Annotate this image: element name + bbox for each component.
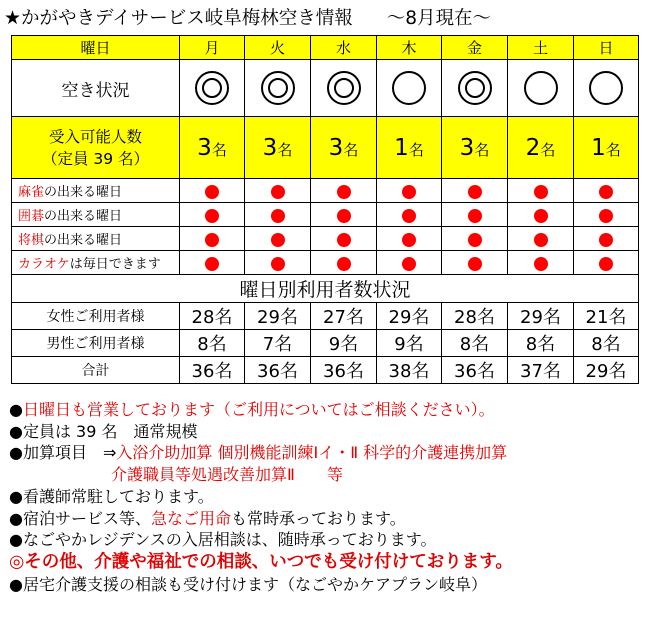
note-text: 看護師常駐しております。 [22,486,214,506]
usage-label: 合計 [12,357,180,384]
activity-cell [574,179,639,203]
star-icon: ★ [4,7,22,29]
activity-cell [311,251,377,275]
outer-ring [459,72,491,104]
usage-value: 8名 [180,330,245,357]
activity-cell [180,227,245,251]
note-emphasis: 急なご用命 [150,508,231,528]
activity-cell [311,227,377,251]
red-dot-icon [599,209,613,223]
inner-ring [269,79,287,97]
usage-label: 女性ご利用者様 [12,303,180,330]
red-dot-icon [337,185,351,199]
page-title [4,4,491,30]
usage-value: 27名 [311,303,377,330]
day-sat: 土 [508,36,574,60]
availability-mark [311,60,377,117]
red-dot-icon [205,185,219,199]
note-text: 日曜日も営業しております（ご利用についてはご相談ください）。 [22,400,495,419]
availability-label: 空き状況 [12,60,180,117]
capacity-count: 3 [328,134,344,161]
outer-ring [196,72,228,104]
usage-row-total [12,357,639,384]
title-text: かがやきデイサービス岐阜梅林空き情報 [21,8,353,29]
activity-cell [508,227,574,251]
activity-cell [508,179,574,203]
availability-mark [245,60,311,117]
capacity-cell [442,117,508,179]
red-dot-icon [271,233,285,247]
outer-ring [393,72,425,104]
capacity-unit: 名 [343,140,359,159]
activity-cell [574,227,639,251]
capacity-cell [377,117,442,179]
activity-cell [180,179,245,203]
note-sunday [9,399,513,421]
activity-cell [377,203,442,227]
capacity-cell [180,117,245,179]
usage-value: 36名 [245,357,311,384]
usage-value: 36名 [180,357,245,384]
activity-name: 将棋 [18,233,45,248]
capacity-label-line2: （定員 39 名） [41,149,150,168]
usage-value: 9名 [377,330,442,357]
day-wed: 水 [311,36,377,60]
red-dot-icon [599,257,613,271]
note-text: 入浴介助加算 個別機能訓練Ⅰイ・Ⅱ 科学的介護連携加算 [116,443,508,463]
as-of-label: ～8月現在～ [386,8,492,29]
red-dot-icon [271,185,285,199]
note-care-plan [9,574,513,596]
availability-mark [442,60,508,117]
header-label: 曜日 [12,36,180,60]
availability-table [11,35,639,384]
note-nurse [9,486,513,508]
activity-name: 麻雀 [18,185,45,200]
activity-cell [377,227,442,251]
activity-cell [508,251,574,275]
capacity-cell [574,117,639,179]
red-dot-icon [205,257,219,271]
inner-ring [466,79,484,97]
capacity-count: 1 [394,134,409,161]
red-dot-icon [599,185,613,199]
activity-cell [442,203,508,227]
red-dot-icon [468,233,482,247]
capacity-unit: 名 [474,140,490,159]
activity-cell [180,251,245,275]
note-text: 宿泊サービス等、 [22,508,151,528]
note-text: 居宅介護支援の相談も受け付けます（なごやかケアプラン岐阜） [22,574,487,594]
outer-ring [262,72,294,104]
note-text: なごやかレジデンスの入居相談は、随時承っております。 [22,530,437,550]
red-dot-icon [337,233,351,247]
red-dot-icon [337,257,351,271]
capacity-count: 3 [459,134,475,161]
capacity-cell [311,117,377,179]
inner-ring [335,79,353,97]
header-row [12,36,639,60]
usage-label: 男性ご利用者様 [12,330,180,357]
usage-value: 8名 [442,330,508,357]
notes [9,399,513,596]
outer-ring [328,72,360,104]
usage-value: 7名 [245,330,311,357]
double-circle-icon [258,68,298,108]
capacity-label-line1: 受入可能人数 [48,127,142,146]
activity-desc: の出来る曜日 [44,209,123,224]
note-capacity [9,421,513,443]
note-label: 加算項目 ⇒ [22,443,117,463]
activity-label [12,179,180,203]
double-circle-icon [324,68,364,108]
usage-value: 37名 [508,357,574,384]
usage-value: 29名 [245,303,311,330]
usage-value: 29名 [508,303,574,330]
red-dot-icon [205,209,219,223]
activity-row-karaoke [12,251,639,275]
activity-desc: の出来る曜日 [44,185,123,200]
capacity-unit: 名 [605,140,621,159]
red-dot-icon [402,233,416,247]
red-dot-icon [534,185,548,199]
activity-cell [245,203,311,227]
usage-value: 36名 [442,357,508,384]
note-consult [9,551,513,574]
activity-cell [574,251,639,275]
bullet-icon: ● [9,574,23,594]
note-residence [9,529,513,551]
activity-cell [311,203,377,227]
note-stay [9,508,513,530]
capacity-count: 3 [262,134,278,161]
activity-cell [245,179,311,203]
usage-value: 9名 [311,330,377,357]
day-thu: 木 [377,36,442,60]
red-dot-icon [534,233,548,247]
bullet-icon: ● [9,508,23,528]
capacity-unit: 名 [408,140,424,159]
note-text: その他、介護や福祉での相談、いつでも受け付けております。 [24,551,513,572]
activity-cell [245,251,311,275]
note-text: も常時承っております。 [231,508,406,528]
usage-row-male [12,330,639,357]
activity-cell [442,179,508,203]
activity-label [12,203,180,227]
inner-ring [203,79,221,97]
note-addon [9,442,513,464]
availability-mark [508,60,574,117]
circle-icon [586,68,626,108]
activity-cell [377,179,442,203]
red-dot-icon [402,185,416,199]
activity-row-mahjong [12,179,639,203]
capacity-unit: 名 [540,140,556,159]
usage-value: 8名 [508,330,574,357]
capacity-label [12,117,180,179]
outer-ring [590,72,622,104]
red-dot-icon [468,185,482,199]
usage-value: 28名 [442,303,508,330]
usage-title-row [12,275,639,303]
availability-row [12,60,639,117]
activity-cell [311,179,377,203]
bullet-icon: ● [9,530,23,550]
capacity-count: 3 [197,134,212,161]
red-dot-icon [534,257,548,271]
activity-row-shogi [12,227,639,251]
activity-name: カラオケ [18,257,70,272]
usage-row-female [12,303,639,330]
activity-cell [442,251,508,275]
activity-desc: の出来る曜日 [44,233,123,248]
capacity-count: 2 [525,134,541,161]
availability-mark [377,60,442,117]
activity-cell [508,203,574,227]
usage-value: 36名 [311,357,377,384]
red-dot-icon [402,209,416,223]
red-dot-icon [337,209,351,223]
double-circle-icon [192,68,232,108]
activity-cell [245,227,311,251]
availability-mark [574,60,639,117]
bullet-icon: ● [9,421,23,441]
day-sun: 日 [574,36,639,60]
capacity-cell [508,117,574,179]
double-circle-icon [455,68,495,108]
red-dot-icon [271,209,285,223]
red-dot-icon [468,257,482,271]
outer-ring [525,72,557,104]
usage-value: 28名 [180,303,245,330]
red-dot-icon [205,233,219,247]
capacity-row [12,117,639,179]
note-addon-cont [9,464,513,486]
red-dot-icon [599,233,613,247]
activity-label [12,227,180,251]
circle-icon [521,68,561,108]
usage-value: 29名 [574,357,639,384]
day-mon: 月 [180,36,245,60]
activity-cell [180,203,245,227]
capacity-unit: 名 [277,140,293,159]
note-text: 介護職員等処遇改善加算Ⅱ 等 [111,465,343,485]
usage-value: 21名 [574,303,639,330]
availability-mark [180,60,245,117]
activity-cell [442,227,508,251]
activity-cell [377,251,442,275]
red-dot-icon [468,209,482,223]
day-fri: 金 [442,36,508,60]
activity-cell [574,203,639,227]
capacity-count: 1 [591,134,606,161]
bullet-icon: ◎ [9,551,25,572]
usage-title: 曜日別利用者数状況 [12,275,639,303]
capacity-unit: 名 [211,140,227,159]
usage-value: 8名 [574,330,639,357]
bullet-icon: ● [9,443,23,463]
bullet-icon: ● [9,486,23,506]
red-dot-icon [534,209,548,223]
usage-value: 38名 [377,357,442,384]
activity-desc: は毎日できます [69,257,161,272]
note-text: 定員は 39 名 通常規模 [22,421,198,441]
circle-icon [389,68,429,108]
bullet-icon: ● [9,400,23,419]
day-tue: 火 [245,36,311,60]
activity-name: 囲碁 [18,209,45,224]
activity-label [12,251,180,275]
usage-value: 29名 [377,303,442,330]
red-dot-icon [271,257,285,271]
red-dot-icon [402,257,416,271]
capacity-cell [245,117,311,179]
activity-row-go [12,203,639,227]
